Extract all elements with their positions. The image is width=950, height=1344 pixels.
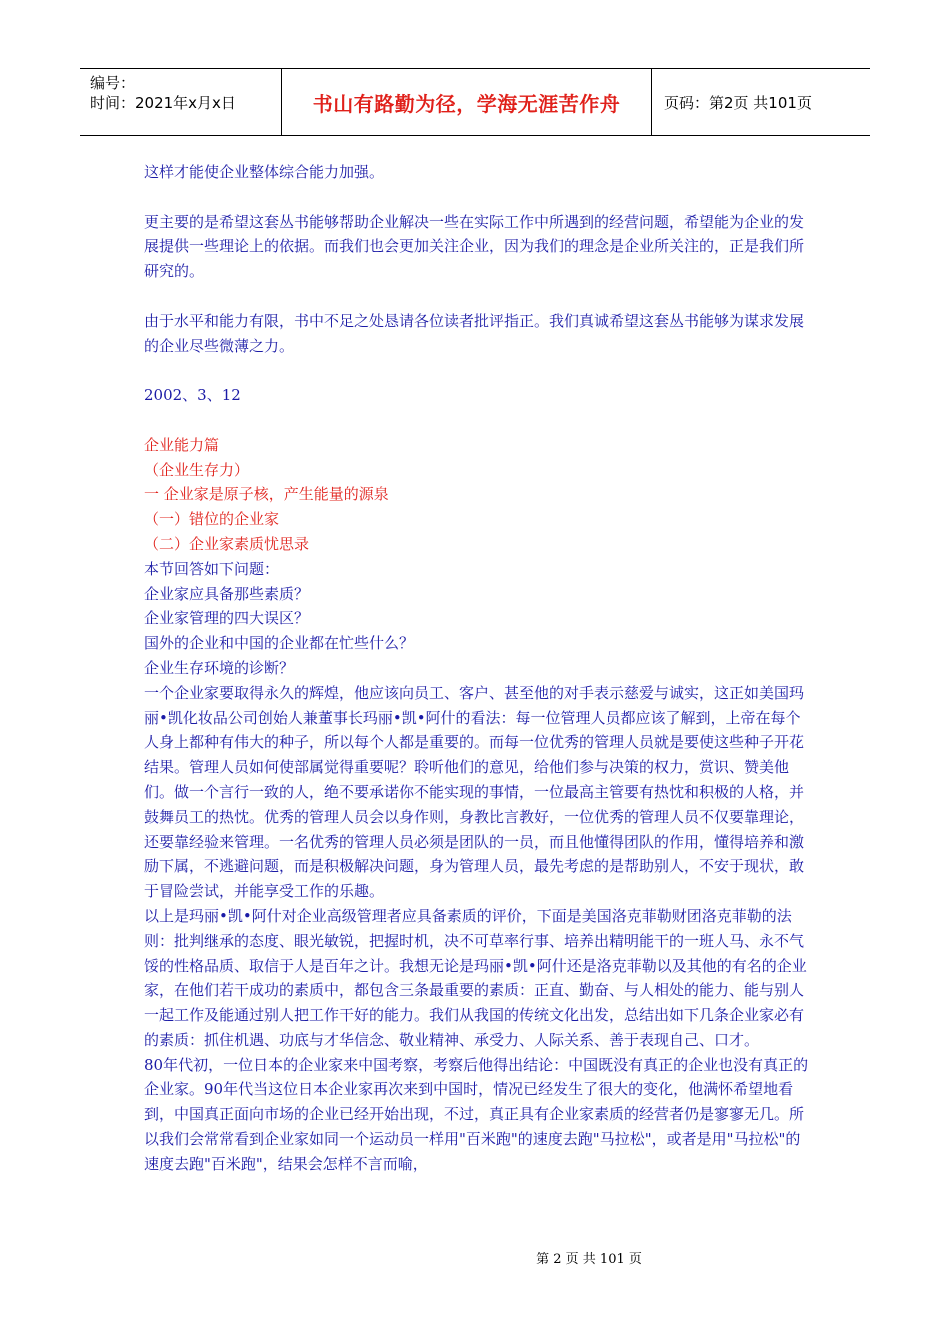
paragraph: 由于水平和能力有限，书中不足之处恳请各位读者批评指正。我们真诚希望这套丛书能够为谋求发展的企业尽些微薄之力。 [144,311,805,355]
header-meta [80,69,281,135]
document-body [144,160,812,1177]
header-number: 编号： [90,74,136,92]
paragraph: 这样才能使企业整体综合能力加强。 [144,163,385,181]
section-title: 企业能力篇 [144,435,220,454]
header-time: 时间：2021年x月x日 [90,94,236,112]
paragraph: 一个企业家要取得永久的辉煌，他应该向员工、客户、甚至他的对手表示慈爱与诚实，这正如美国玛丽•凯化妆品公司创始人兼董事长玛丽•凯•阿什的看法：每一位管理人员都应该了解到，上帝在每个人身上都种有伟大的种子，所以每个人都是重要的。而每一位优秀的管理人员就是要使这些种子开花结果。管理人员如何使部属觉得重要呢？聆听他们的意见，给他们参与决策的权力，赏识、赞美他们。做一个言行一致的人，绝不要承诺你不能实现的事情，一位最高主管要有热忱和积极的人格，并鼓舞员工的热忱。优秀的管理人员会以身作则，身教比言教好，一位优秀的管理人员不仅要靠理论，还要靠经验来管理。一名优秀的管理人员必须是团队的一员，而且他懂得团队的作用，懂得培养和激励下属，不逃避问题，而是积极解决问题，身为管理人员，最先考虑的是帮助别人，不安于现状，敢于冒险尝试，并能享受工作的乐趣。 [144,683,805,901]
paragraph: 80年代初，一位日本的企业家来中国考察，考察后他得出结论：中国既没有真正的企业也没有真正的企业家。90年代当这位日本企业家再次来到中国时，情况已经发生了很大的变化，他满怀希望地看到，中国真正面向市场的企业已经开始出现，不过，真正具有企业家素质的经营者仍是寥寥无几。所以我们会常常看到企业家如同一个运动员一样用"百米跑"的速度去跑"马拉松"，或者是用"马拉松"的速度去跑"百米跑"，结果会怎样不言而喻， [144,1055,809,1173]
preface-date: 2002、3、12 [144,386,241,405]
questions-intro: 本节回答如下问题： [144,559,280,578]
header-page: 页码：第2页 共101页 [664,93,812,112]
question-item: 企业家应具备那些素质？ [144,584,310,603]
paragraph: 以上是玛丽•凯•阿什对企业高级管理者应具备素质的评价，下面是美国洛克菲勒财团洛克菲勒的法则：批判继承的态度、眼光敏锐，把握时机，决不可草率行事、培养出精明能干的一班人马、永不气馁的性格品质、取信于人是百年之计。我想无论是玛丽•凯•阿什还是洛克菲勒以及其他的有名的企业家，在他们若干成功的素质中，都包含三条最重要的素质：正直、勤奋、与人相处的能力、能与别人一起工作及能通过别人把工作干好的能力。我们从我国的传统文化出发，总结出如下几条企业家必有的素质：抓住机遇、功底与才华信念、敬业精神、承受力、人际关系、善于表现自己、口才。 [144,906,807,1049]
subsection-heading: （一）错位的企业家 [144,510,280,529]
question-item: 国外的企业和中国的企业都在忙些什么？ [144,634,415,653]
subsection-heading: （二）企业家素质忧思录 [144,534,310,553]
page-footer: 第 2 页 共 101 页 [536,1252,642,1267]
question-item: 企业家管理的四大误区？ [144,609,310,628]
question-item: 企业生存环境的诊断？ [144,658,295,677]
chapter-heading: 一 企业家是原子核，产生能量的源泉 [144,485,389,504]
header-motto: 书山有路勤为径，学海无涯苦作舟 [281,69,652,135]
page-header [80,68,870,136]
paragraph: 更主要的是希望这套丛书能够帮助企业解决一些在实际工作中所遇到的经营问题，希望能为企业的发展提供一些理论上的依据。而我们也会更加关注企业，因为我们的理念是企业所关注的，正是我们所研究的。 [144,212,805,281]
section-subtitle: （企业生存力） [144,460,250,479]
